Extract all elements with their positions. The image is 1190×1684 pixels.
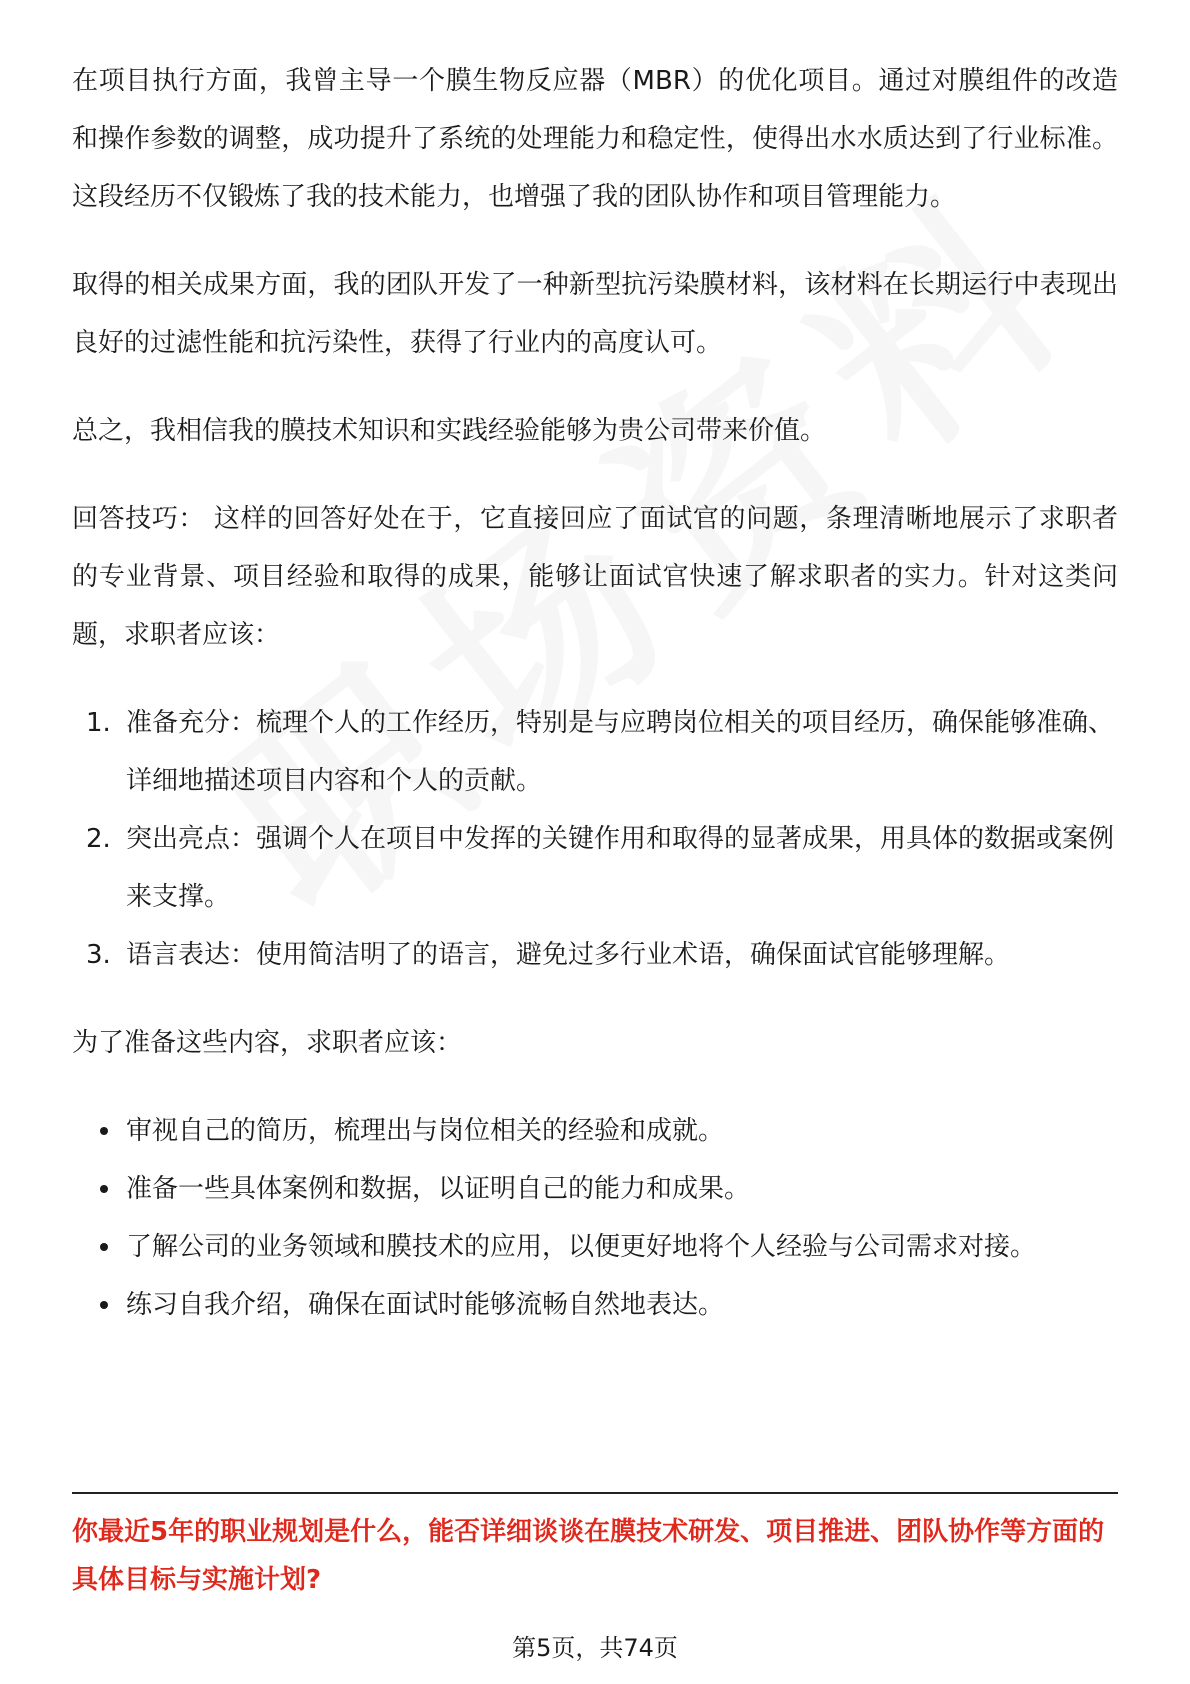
next-question-heading: 你最近5年的职业规划是什么，能否详细谈谈在膜技术研发、项目推进、团队协作等方面的具体目标与实施计划? xyxy=(72,1517,1105,1595)
bullet-list xyxy=(72,1102,1118,1334)
bullet-icon xyxy=(100,1185,108,1193)
list-item-text: 了解公司的业务领域和膜技术的应用，以便更好地将个人经验与公司需求对接。 xyxy=(126,1232,1037,1262)
list-item-text: 语言表达：使用简洁明了的语言，避免过多行业术语，确保面试官能够理解。 xyxy=(126,940,1011,970)
numbered-list xyxy=(72,694,1118,984)
bullet-icon xyxy=(100,1127,108,1135)
list-item-text: 突出亮点：强调个人在项目中发挥的关键作用和取得的显著成果，用具体的数据或案例来支撑。 xyxy=(126,824,1115,912)
paragraph-achievements: 取得的相关成果方面，我的团队开发了一种新型抗污染膜材料，该材料在长期运行中表现出良好的过滤性能和抗污染性，获得了行业内的高度认可。 xyxy=(72,270,1118,358)
list-item-text: 审视自己的简历，梳理出与岗位相关的经验和成就。 xyxy=(126,1116,725,1146)
list-item xyxy=(72,1102,1118,1160)
list-number: 2. xyxy=(86,824,111,854)
list-item xyxy=(72,694,1118,810)
list-item-text: 练习自我介绍，确保在面试时能够流畅自然地表达。 xyxy=(126,1290,725,1320)
paragraph-answer-tips: 回答技巧： 这样的回答好处在于，它直接回应了面试官的问题，条理清晰地展示了求职者的专业背景、项目经验和取得的成果，能够让面试官快速了解求职者的实力。针对这类问题，求职者应该： xyxy=(72,504,1118,650)
list-item-text: 准备一些具体案例和数据，以证明自己的能力和成果。 xyxy=(126,1174,751,1204)
list-item-text: 准备充分：梳理个人的工作经历，特别是与应聘岗位相关的项目经历，确保能够准确、详细地描述项目内容和个人的贡献。 xyxy=(126,708,1115,796)
list-item xyxy=(72,1218,1118,1276)
list-item xyxy=(72,810,1118,926)
list-number: 1. xyxy=(86,708,111,738)
section-divider xyxy=(72,1492,1118,1494)
paragraph-conclusion: 总之，我相信我的膜技术知识和实践经验能够为贵公司带来价值。 xyxy=(72,416,827,446)
list-number: 3. xyxy=(86,940,111,970)
bullet-icon xyxy=(100,1301,108,1309)
bullet-icon xyxy=(100,1243,108,1251)
paragraph-prep-intro: 为了准备这些内容，求职者应该： xyxy=(72,1028,463,1058)
main-content xyxy=(72,52,1118,1334)
list-item xyxy=(72,1276,1118,1334)
paragraph-project-execution: 在项目执行方面，我曾主导一个膜生物反应器（MBR）的优化项目。通过对膜组件的改造和操作参数的调整，成功提升了系统的处理能力和稳定性，使得出水水质达到了行业标准。这段经历不仅锻炼了我的技术能力，也增强了我的团队协作和项目管理能力。 xyxy=(72,66,1118,212)
list-item xyxy=(72,926,1118,984)
list-item xyxy=(72,1160,1118,1218)
page-footer: 第5页，共74页 xyxy=(512,1634,678,1662)
